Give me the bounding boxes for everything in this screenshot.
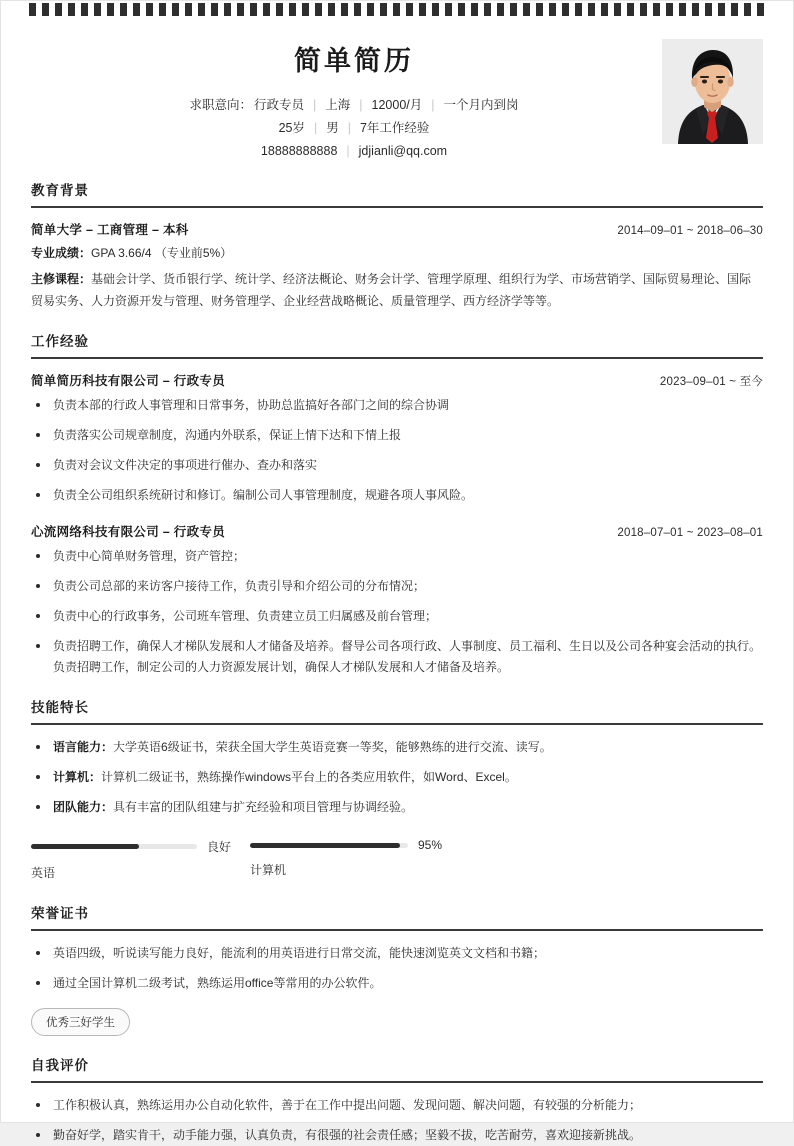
contact-line-intent: [31, 94, 677, 117]
contact-line-personal: [31, 117, 677, 140]
list-item: 负责本部的行政人事管理和日常事务，协助总监搞好各部门之间的综合协调: [31, 395, 763, 416]
skill-label: 语言能力：: [53, 740, 114, 754]
work-entry: [31, 522, 763, 678]
education-gpa-value: GPA 3.66/4 （专业前5%）: [91, 246, 233, 260]
education-gpa: [31, 242, 763, 264]
skill-bar-item: [250, 838, 480, 878]
list-item: 英语四级，听说读写能力良好，能流利的用英语进行日常交流，能快速浏览英文文档和书籍；: [31, 943, 763, 964]
job-intent-position: 行政专员: [253, 98, 304, 112]
job-intent-label: 求职意向：: [189, 98, 252, 112]
contact-phone[interactable]: 18888888888: [260, 144, 338, 158]
skill-bar-value: 良好: [207, 840, 232, 854]
section-divider: [31, 357, 763, 359]
work-entry: [31, 371, 763, 506]
skill-bar-label: 计算机: [250, 863, 287, 877]
skill-bar-track: [250, 843, 408, 848]
separator-icon: |: [359, 98, 363, 112]
education-courses: [31, 268, 763, 312]
work-entry-header: [31, 371, 763, 389]
section-divider: [31, 723, 763, 725]
section-title-self-evaluation: 自我评价: [31, 1058, 89, 1073]
skill-bar-fill: [31, 844, 139, 849]
job-intent-availability: 一个月内到岗: [443, 98, 519, 112]
section-title-work: 工作经验: [31, 334, 89, 349]
skill-label: 团队能力：: [53, 800, 114, 814]
list-item: 负责中心的行政事务，公司班车管理、负责建立员工归属感及前台管理；: [31, 606, 763, 627]
skill-text: 计算机二级证书，熟练操作windows平台上的各类应用软件，如Word、Excel。: [101, 770, 517, 784]
separator-icon: |: [346, 144, 350, 158]
education-gpa-label: 专业成绩：: [31, 246, 92, 260]
list-item: [31, 797, 763, 818]
honor-tag-group: [31, 1008, 763, 1036]
section-divider: [31, 929, 763, 931]
personal-experience: 7年工作经验: [359, 121, 430, 135]
section-title-skills: 技能特长: [31, 700, 89, 715]
section-title-education: 教育背景: [31, 183, 89, 198]
list-item: 勤奋好学，踏实肯干，动手能力强，认真负责，有很强的社会责任感；坚毅不拔，吃苦耐劳，喜欢迎接新挑战。: [31, 1125, 763, 1146]
personal-age: 25岁: [278, 121, 305, 135]
skill-bar-track: [31, 844, 197, 849]
section-work: [1, 330, 793, 678]
status-badge[interactable]: 优秀三好学生: [31, 1008, 130, 1036]
portrait-photo-icon: [662, 39, 763, 144]
section-honors: [1, 902, 793, 1036]
list-item: 负责落实公司规章制度，沟通内外联系，保证上情下达和下情上报: [31, 425, 763, 446]
list-item: 工作积极认真，熟练运用办公自动化软件，善于在工作中提出问题、发现问题、解决问题，有较强的分析能力；: [31, 1095, 763, 1116]
avatar: [662, 39, 763, 144]
education-school: 简单大学 – 工商管理 – 本科: [31, 223, 189, 237]
education-courses-label: 主修课程：: [31, 272, 92, 286]
section-title-honors: 荣誉证书: [31, 906, 89, 921]
skill-bar-group: [31, 838, 763, 884]
section-divider: [31, 206, 763, 208]
skill-label: 计算机：: [53, 770, 102, 784]
work-entry-header: [31, 522, 763, 540]
personal-gender: 男: [326, 121, 339, 135]
separator-icon: |: [313, 98, 317, 112]
work-date: 2023–09–01 ~ 至今: [659, 376, 763, 388]
list-item: 负责招聘工作，确保人才梯队发展和人才储备及培养。督导公司各项行政、人事制度、员工福利、生日以及公司各种宴会活动的执行。负责招聘工作，制定公司的人力资源发展计划，确保人才梯队发展和人才储备及培养。: [31, 636, 763, 678]
skill-bar-label: 英语: [31, 866, 56, 880]
job-intent-salary: 12000/月: [371, 98, 423, 112]
work-company: 简单简历科技有限公司 – 行政专员: [31, 374, 225, 388]
honor-list: [31, 943, 763, 994]
contact-line-reach: [31, 140, 677, 163]
self-evaluation-list: [31, 1095, 763, 1146]
page-title: 简单简历: [294, 46, 414, 76]
skill-bar-fill: [250, 843, 400, 848]
section-self-evaluation: [1, 1054, 793, 1146]
contact-email[interactable]: jdjianli@qq.com: [358, 144, 448, 158]
education-entry-header: [31, 220, 763, 238]
list-item: 负责中心简单财务管理，资产管控；: [31, 546, 763, 567]
education-date: 2014–09–01 ~ 2018–06–30: [617, 225, 763, 237]
separator-icon: |: [313, 121, 318, 135]
contact-block: [31, 94, 677, 163]
skill-bar-value: 95%: [418, 838, 443, 852]
skill-list: [31, 737, 763, 818]
list-item: 负责公司总部的来访客户接待工作，负责引导和介绍公司的分布情况；: [31, 576, 763, 597]
section-education: [1, 179, 793, 312]
section-divider: [31, 1081, 763, 1083]
resume-header: [1, 1, 793, 161]
education-courses-value: 基础会计学、货币银行学、统计学、经济法概论、财务会计学、管理学原理、组织行为学、市场营销学、国际贸易理论、国际贸易实务、人力资源开发与管理、财务管理学、企业经营战略概论、质量管理学、西方经济学等等。: [31, 272, 752, 308]
skill-bar-row: [31, 838, 261, 855]
section-skills: [1, 696, 793, 884]
list-item: 通过全国计算机二级考试，熟练运用office等常用的办公软件。: [31, 973, 763, 994]
work-duty-list: [31, 546, 763, 678]
work-date: 2018–07–01 ~ 2023–08–01: [617, 527, 763, 539]
list-item: 负责对会议文件决定的事项进行催办、查办和落实: [31, 455, 763, 476]
list-item: 负责全公司组织系统研讨和修订。编制公司人事管理制度，规避各项人事风险。: [31, 485, 763, 506]
skill-bar-item: [31, 838, 261, 881]
work-company: 心流网络科技有限公司 – 行政专员: [31, 525, 225, 539]
separator-icon: |: [347, 121, 351, 135]
work-duty-list: [31, 395, 763, 506]
list-item: [31, 737, 763, 758]
skill-bar-row: [250, 838, 480, 852]
list-item: [31, 767, 763, 788]
separator-icon: |: [431, 98, 435, 112]
skill-text: 具有丰富的团队组建与扩充经验和项目管理与协调经验。: [113, 800, 414, 814]
skill-text: 大学英语6级证书，荣获全国大学生英语竞赛一等奖，能够熟练的进行交流、读写。: [113, 740, 552, 754]
job-intent-city: 上海: [325, 98, 351, 112]
